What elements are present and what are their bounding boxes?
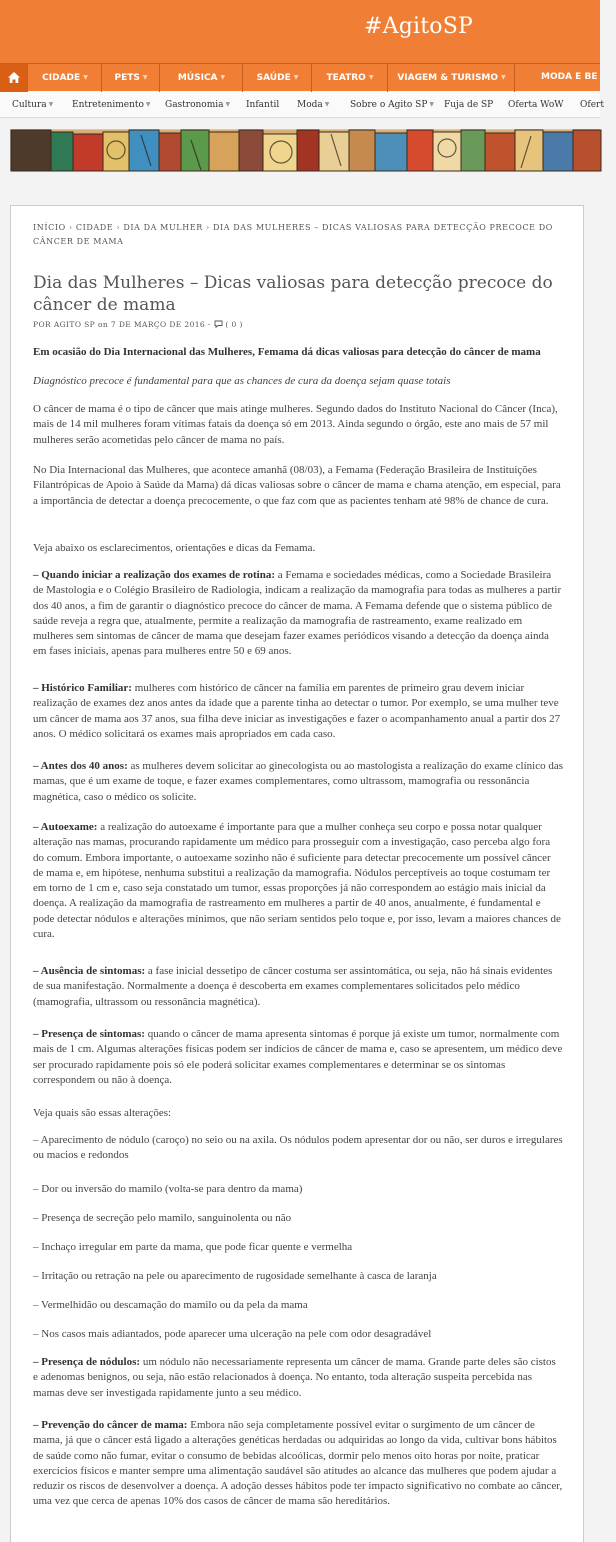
nav-item-moda-beleza[interactable] (516, 64, 616, 92)
subnav-item-fuja-de-sp[interactable] (444, 92, 493, 118)
breadcrumb-home-link[interactable]: INÍCIO (33, 223, 66, 232)
post-title: Dia das Mulheres – Dicas valiosas para detecção precoce do câncer de mama (33, 273, 553, 315)
section-text: as mulheres devem solicitar ao ginecologista ou ao mastologista a realização do exame clínico das mamas, que é um exame de toque, e fazer exames complementares, como ultrassom, mamografia ou ressonância magnética, caso o médico os solicite. (33, 760, 564, 803)
nav-item-teatro[interactable] (313, 64, 388, 92)
subnav-item-label: Entretenimento (72, 100, 144, 110)
paragraph: O câncer de mama é o tipo de câncer que mais atinge mulheres. Segundo dados do Instituto Nacional do Câncer (Inca), mais de 14 mil mulheres foram vítimas fatais da doença só em 2013. Ainda segundo o órgão, este ano mais de 57 mil mulheres serão acometidas pelo câncer de mama no país. (33, 403, 558, 446)
meta-separator: - (207, 320, 211, 329)
site-header (0, 0, 600, 63)
sub-nav (0, 92, 604, 118)
section-nodulos (33, 1355, 563, 1401)
alteration-item: – Inchaço irregular em parte da mama, que pode ficar quente e vermelha (33, 1241, 353, 1253)
section-text: quando o câncer de mama apresenta sintomas é porque já existe um tumor, normalmente com mais de 1 cm. Algumas alterações físicas podem ser indícios de câncer de mama e, caso se apresentem, um médico deve ser procurado rapidamente pois só ele poderá solicitar exames complementares e determinar se os sintomas correspondem ou não à doença. (33, 1028, 563, 1086)
subnav-item-label: Sobre o Agito SP (350, 100, 428, 110)
subnav-item-label: Ofert (580, 100, 604, 110)
section-historico (33, 681, 563, 742)
nav-item-label: CIDADE (42, 73, 81, 83)
section-prevencao (33, 1418, 563, 1510)
alteration-item: – Vermelhidão ou descamação do mamilo ou da pela da mama (33, 1299, 308, 1311)
section-heading: – Quando iniciar a realização dos exames de rotina: (33, 569, 275, 581)
main-nav (0, 63, 600, 91)
chevron-down-icon: ▼ (225, 101, 231, 108)
section-rotina (33, 568, 563, 660)
alteration-item: – Irritação ou retração na pele ou aparecimento de rugosidade semelhante à casca de laranja (33, 1270, 437, 1282)
subnav-item-sobre[interactable] (350, 92, 434, 118)
section-text: a realização do autoexame é importante para que a mulher conheça seu corpo e possa notar qualquer alteração nas mamas, procurando rapidamente um médico para prosseguir com a investigação, caso perceba algo fora do comum. Embora importante, o autoexame sozinho não é suficiente para detectar precocemente um possível câncer de mama e, em hipótese, nenhuma substitui a realização da mamografia. Nódulos perceptíveis ao toque costumam ter em torno de 1 cm e, caso seja constatado um tumor, essas proporções já não correspondem ao estágio mais inicial da doença. A realização da mamografia de rastreamento em mulheres a partir de 40 anos, anualmente, é fundamental e pode detectar nódulos e alterações mínimos, que não seriam sentidos pelo toque e, por isso, levam a maiores chances de cura. (33, 821, 561, 941)
subnav-item-oferta[interactable] (580, 92, 604, 118)
subnav-item-gastronomia[interactable] (165, 92, 230, 118)
breadcrumb-separator: › (206, 223, 210, 232)
breadcrumb-current: DIA DAS MULHERES – DICAS VALIOSAS PARA DETECÇÃO PRECOCE DO CÂNCER DE MAMA (33, 223, 553, 246)
section-heading: – Histórico Familiar: (33, 682, 132, 694)
breadcrumb-separator: › (116, 223, 121, 232)
breadcrumb-cidade-link[interactable]: CIDADE (75, 223, 114, 232)
nav-item-musica[interactable] (161, 64, 243, 92)
alteration-item: – Aparecimento de nódulo (caroço) no seio ou na axila. Os nódulos podem apresentar dor ou não, ser duros e irregulares ou macios e redondos (33, 1134, 563, 1162)
section-text: a Femama e sociedades médicas, como a Sociedade Brasileira de Mastologia e o Colégio Brasileiro de Radiologia, indicam a realização da mamografia para todas as mulheres a partir dos 40 anos, a fim de garantir o diagnóstico precoce do câncer de mama. A Femama defende que o sistema público de saúde reveja a regra que, atualmente, permite a realização da mamografia de rastreamento, exame realizado em mulheres sem sintomas de câncer de mama que desejam fazer exames periódicos visando a detecção da doença ainda em fases iniciais, apenas para mulheres entre 50 e 69 anos. (33, 569, 562, 658)
chevron-down-icon: ▼ (293, 74, 299, 81)
section-antes-40 (33, 759, 563, 805)
paragraph: No Dia Internacional das Mulheres, que acontece amanhã (08/03), a Femama (Federação Brasileira de Instituições Filantrópicas de Apoio à Saúde da Mama) dá dicas valiosas sobre o câncer de mama e chama atenção, em especial, para a importância de detectar a doença precocemente, o que faz com que as pacientes tenham até 98% de chance de cura. (33, 464, 561, 507)
section-text: Embora não seja completamente possível evitar o surgimento de um câncer de mama, já que o câncer está ligado a alterações genéticas herdadas ou adquiridas ao longo da vida, cultivar bons hábitos de saúde como não fumar, evitar o consumo de bebidas alcoólicas, dormir pelo menos oito horas por noite, praticar exercícios físicos e manter sempre uma alimentação saudável são atitudes ao alcance das mulheres que podem ajudar a reduzir os riscos de desenvolver a doença. A adoção desses hábitos pode ter impacto significativo no combate ao câncer, uma vez que cerca de apenas 10% dos casos de câncer de mama são hereditários. (33, 1419, 563, 1508)
section-presenca-sintomas (33, 1027, 563, 1088)
subnav-item-infantil[interactable] (246, 92, 279, 118)
section-heading: – Prevenção do câncer de mama: (33, 1419, 188, 1431)
nav-item-label: PETS (114, 73, 140, 83)
paragraph: Veja abaixo os esclarecimentos, orientações e dicas da Femama. (33, 542, 316, 554)
chevron-down-icon: ▼ (142, 74, 148, 81)
chevron-down-icon: ▼ (501, 74, 506, 81)
section-autoexame (33, 820, 563, 942)
post-meta (33, 320, 243, 329)
nav-item-viagem-turismo[interactable] (389, 64, 515, 92)
nav-item-label: MÚSICA (177, 73, 218, 83)
alteration-item: – Presença de secreção pelo mamilo, sanguinolenta ou não (33, 1212, 292, 1224)
site-title[interactable]: #AgitoSP (363, 14, 473, 39)
nav-item-cidade[interactable] (29, 64, 102, 92)
subnav-item-label: Cultura (12, 100, 47, 110)
section-ausencia (33, 964, 563, 1010)
subnav-item-label: Oferta WoW (508, 100, 564, 110)
section-text: a fase inicial dessetipo de câncer costuma ser assintomática, ou seja, não há sinais evidentes de sua manifestação. Normalmente a doença é descoberta em exames complementares solicitados pelo médico (mamografia, ultrassom ou ressonância magnética). (33, 965, 553, 1008)
post-lead: Em ocasião do Dia Internacional das Mulheres, Femama dá dicas valiosas para detecção do câncer de mama (33, 346, 541, 358)
alteration-item: – Nos casos mais adiantados, pode aparecer uma ulceração na pele com odor desagradável (33, 1328, 432, 1340)
author-link[interactable]: AGITO SP (53, 320, 96, 329)
nav-item-label: TEATRO (326, 73, 366, 83)
post-subtitle: Diagnóstico precoce é fundamental para que as chances de cura da doença sejam quase totais (33, 375, 451, 387)
chevron-down-icon: ▼ (48, 101, 54, 108)
alterations-intro: Veja quais são essas alterações: (33, 1107, 172, 1119)
comment-icon[interactable] (214, 320, 223, 328)
nav-item-label: MODA E BE (541, 72, 598, 82)
nav-item-pets[interactable] (103, 64, 160, 92)
subnav-item-entretenimento[interactable] (72, 92, 151, 118)
meta-by: POR (33, 320, 52, 329)
comment-count-link[interactable]: ( 0 ) (225, 320, 243, 329)
header-banner-image (10, 129, 600, 170)
section-text: mulheres com histórico de câncer na família em parentes de primeiro grau devem iniciar realização de exames dez anos antes da idade que a parente tinha ao detectar o tumor. Por exemplo, se uma mulher teve um câncer de mama aos 37 anos, sua filha deve iniciar as investigações e fazer o acompanhamento anual a partir dos 27 anos. O médico solicitará os exames mais apropriados em cada caso. (33, 682, 561, 740)
breadcrumb-separator: › (68, 223, 73, 232)
chevron-down-icon: ▼ (83, 74, 88, 81)
section-heading: – Presença de nódulos: (33, 1356, 141, 1368)
nav-home-button[interactable] (0, 64, 28, 92)
meta-on: on (97, 320, 109, 329)
section-heading: – Antes dos 40 anos: (33, 760, 128, 772)
nav-item-saude[interactable] (244, 64, 312, 92)
subnav-item-oferta-wow[interactable] (508, 92, 564, 118)
subnav-item-cultura[interactable] (12, 92, 53, 118)
post-date: 7 DE MARÇO DE 2016 (110, 320, 206, 329)
section-heading: – Autoexame: (33, 821, 98, 833)
subnav-item-label: Fuja de SP (444, 100, 494, 110)
section-text: um nódulo não necessariamente representa um câncer de mama. Grande parte deles são cistos e adenomas benignos, ou seja, não estão relacionados à doença. No entanto, toda alteração suspeita percebida nas mamas deve ser investigada rapidamente junto a seu médico. (33, 1356, 556, 1399)
chevron-down-icon: ▼ (220, 74, 226, 81)
subnav-item-label: Infantil (246, 100, 280, 110)
chevron-down-icon: ▼ (324, 101, 330, 108)
chevron-down-icon: ▼ (429, 101, 434, 108)
home-icon (7, 71, 21, 84)
section-heading: – Presença de sintomas: (33, 1028, 145, 1040)
nav-item-label: VIAGEM & TURISMO (397, 73, 499, 83)
chevron-down-icon: ▼ (145, 101, 151, 108)
subnav-item-label: Gastronomia (165, 100, 224, 110)
subnav-item-label: Moda (297, 100, 323, 110)
subnav-item-moda[interactable] (297, 92, 329, 118)
section-heading: – Ausência de sintomas: (33, 965, 146, 977)
breadcrumb-dia-da-mulher-link[interactable]: DIA DA MULHER (123, 223, 203, 232)
chevron-down-icon: ▼ (368, 74, 374, 81)
nav-item-label: SAÚDE (256, 73, 291, 83)
breadcrumb (33, 221, 563, 249)
alteration-item: – Dor ou inversão do mamilo (volta-se para dentro da mama) (33, 1183, 303, 1195)
